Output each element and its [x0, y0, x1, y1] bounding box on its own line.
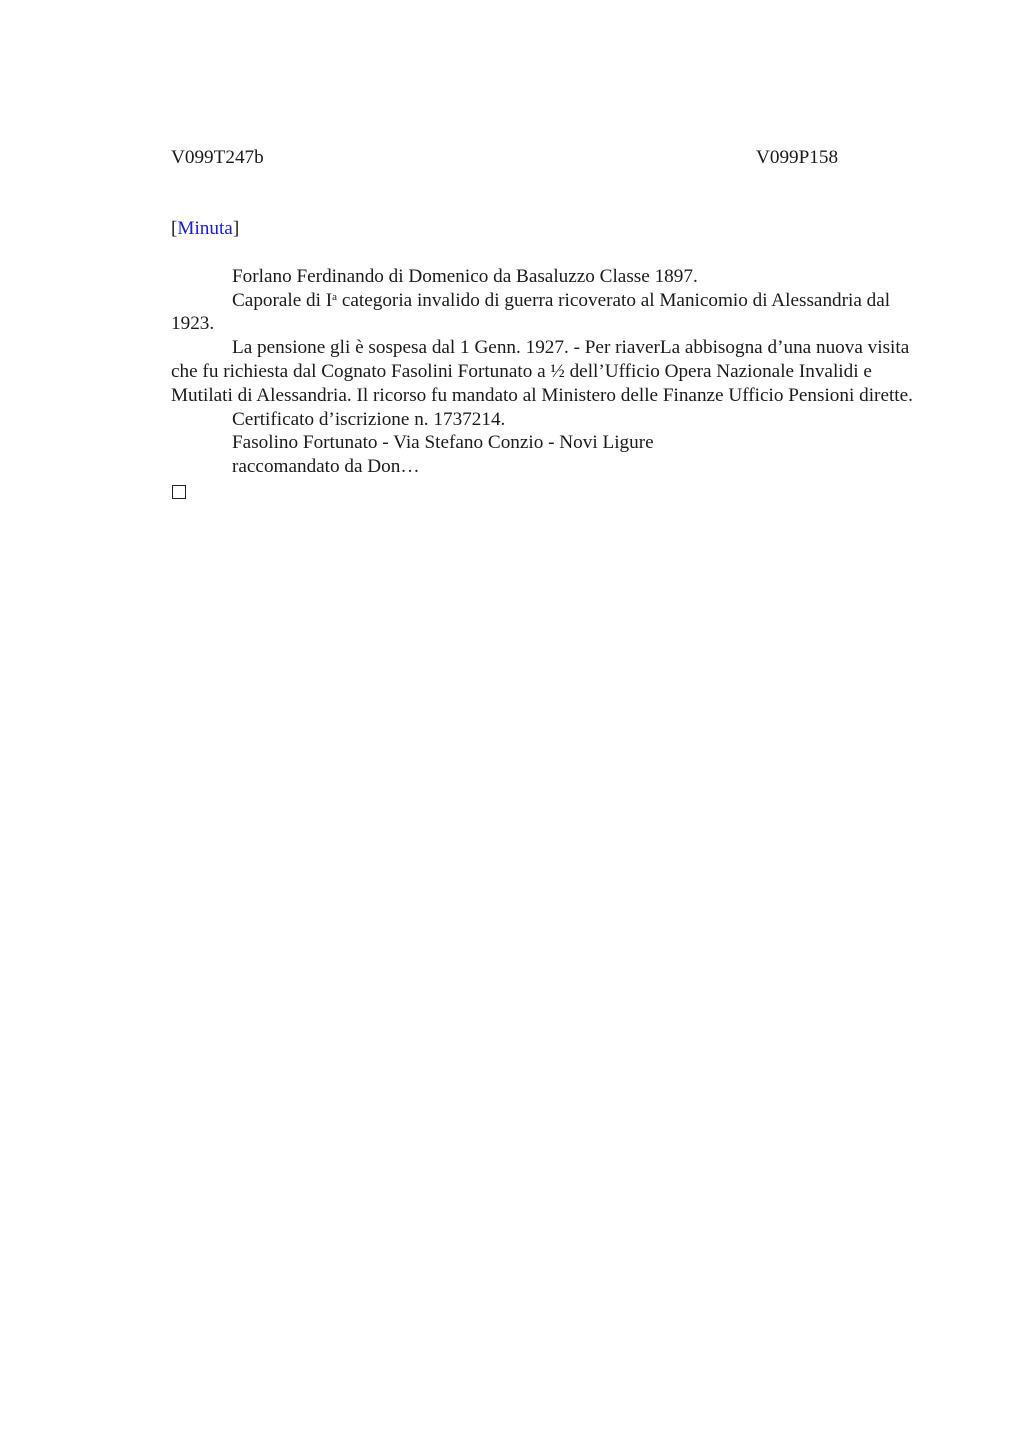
paragraph-address: Fasolino Fortunato - Via Stefano Conzio - Novi Ligure — [232, 432, 654, 454]
minuta-open-bracket: [ — [171, 218, 178, 239]
paragraph-recommended: raccomandato da Don… — [232, 456, 420, 478]
document-code-left: V099T247b — [171, 147, 264, 168]
paragraph-pension: La pensione gli è sospesa dal 1 Genn. 1927. - Per riaverLa abbisogna d’una nuova visita che fu richiesta dal Cognato Fasolini Fortunato a ½ dell’Ufficio Opera Nazionale Invalidi e Mutilati di Alessandria. Il ricorso fu mandato al Ministero delle Finanze Ufficio Pensioni dirette. — [171, 337, 913, 406]
minuta-close-bracket: ] — [232, 218, 240, 239]
document-header — [171, 146, 919, 170]
paragraph-rank — [171, 289, 919, 337]
document-code-right: V099P158 — [756, 147, 839, 168]
paragraph-certificate: Certificato d’iscrizione n. 1737214. — [232, 408, 506, 430]
square-outline-icon — [172, 485, 186, 499]
paragraph-rank-before: Caporale di I — [232, 289, 333, 311]
paragraph-name-line: Forlano Ferdinando di Domenico da Basaluzzo Classe 1897. — [232, 265, 698, 287]
letter-body — [171, 265, 919, 479]
minuta-label — [171, 217, 919, 241]
paragraph-rank-superscript: a — [332, 290, 338, 303]
document-page — [171, 146, 919, 499]
minuta-link[interactable]: Minuta — [177, 218, 233, 239]
paragraph-rank-after: categoria invalido di guerra ricoverato al Manicomio di Alessandria dal 1923. — [171, 289, 891, 335]
